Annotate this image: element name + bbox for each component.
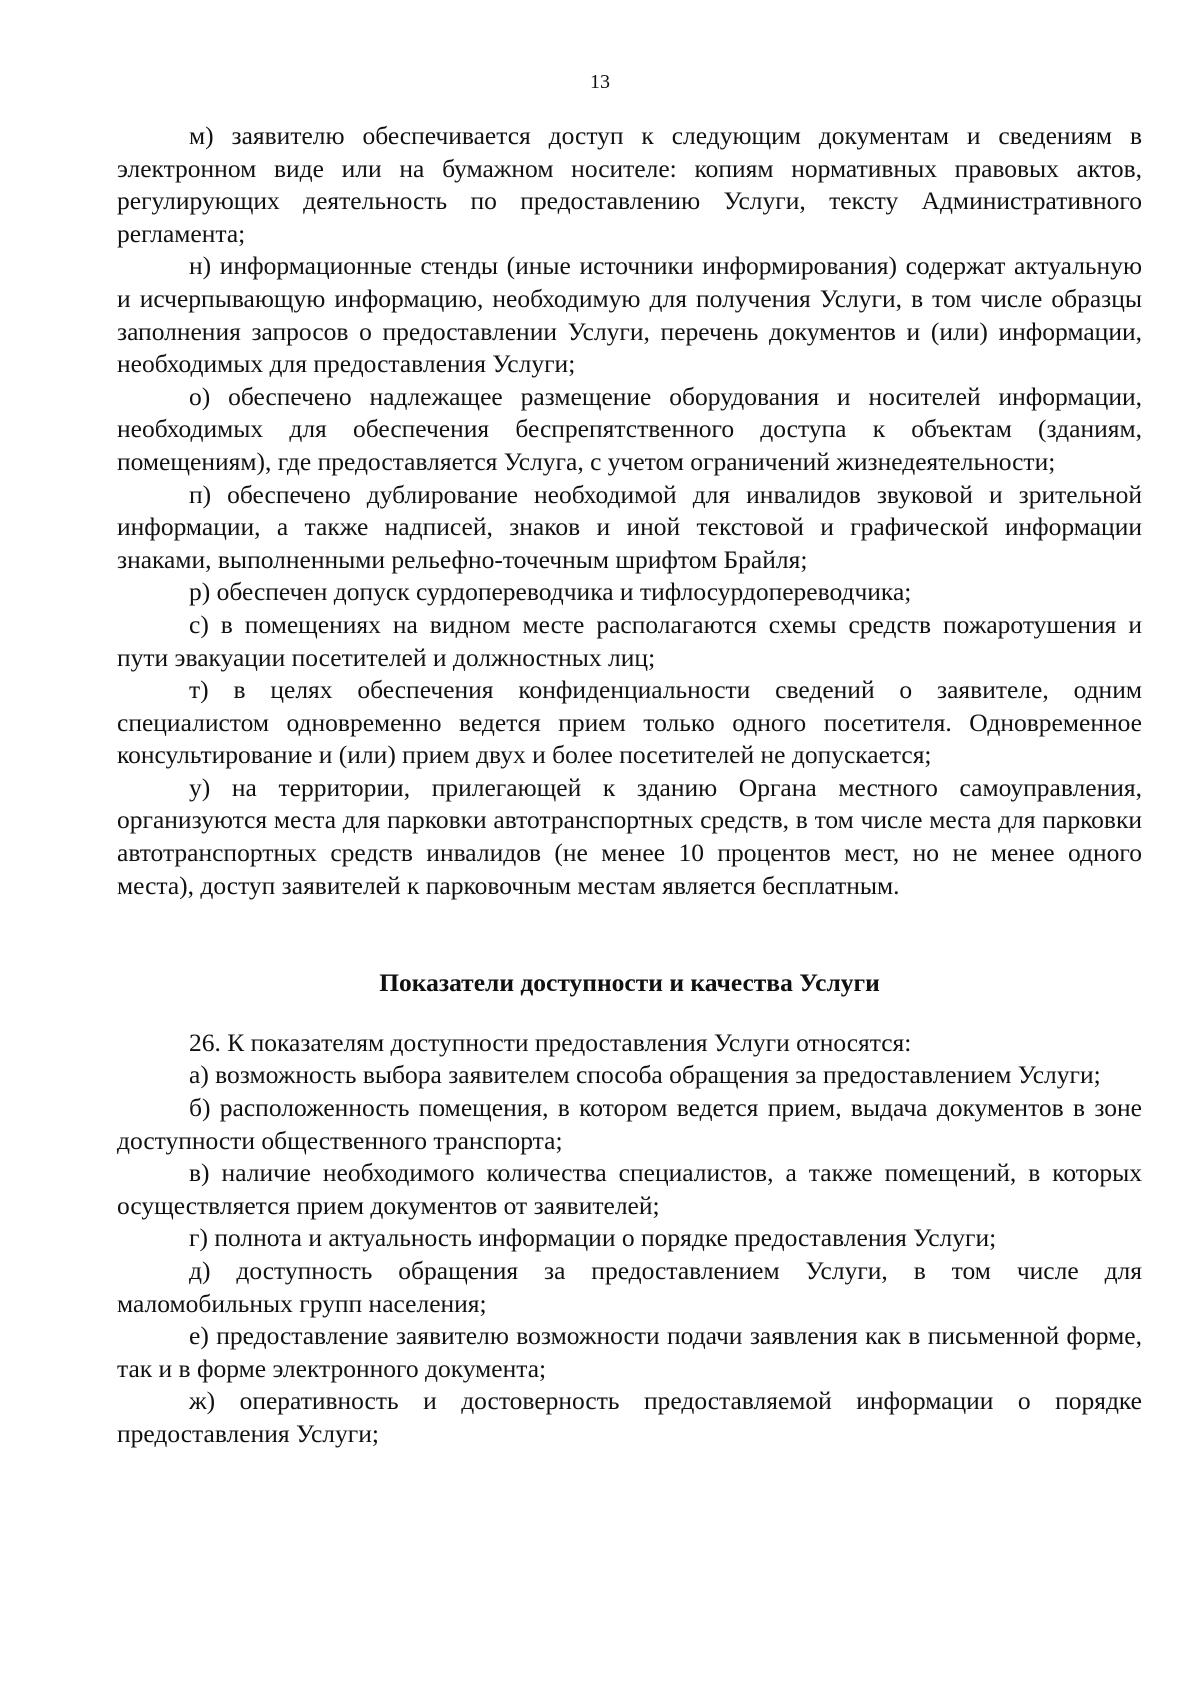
paragraph-r: р) обеспечен допуск сурдопереводчика и тифлосурдопереводчика;: [189, 577, 912, 607]
paragraph-a: а) возможность выбора заявителем способа обращения за предоставлением Услуги;: [189, 1060, 1101, 1090]
paragraph-u: у) на территории, прилегающей к зданию Органа местного самоуправления, организуются места для парковки автотранспортных средств, в том числе места для парковки автотранспортных средств инвалидов (не менее 10 процентов мест, но не менее одного места), доступ заявителей к парковочным местам является бесплатным.: [117, 772, 1142, 900]
paragraph-v: в) наличие необходимого количества специалистов, а также помещений, в которых осуществляется прием документов от заявителей;: [117, 1158, 1142, 1220]
paragraph-d: д) доступность обращения за предоставлением Услуги, в том числе для маломобильных групп населения;: [117, 1256, 1142, 1318]
paragraph-s: с) в помещениях на видном месте располагаются схемы средств пожаротушения и пути эвакуации посетителей и должностных лиц;: [117, 609, 1142, 672]
page-number: 13: [590, 71, 610, 93]
document-body: [117, 120, 1142, 1451]
paragraph-n: н) информационные стенды (иные источники информирования) содержат актуальную и исчерпывающую информацию, необходимую для получения Услуги, в том числе образцы заполнения запросов о предоставлении Услуги, перечень документов и (или) информации, необходимых для предоставления Услуги;: [117, 251, 1142, 379]
paragraph-t: т) в целях обеспечения конфиденциальности сведений о заявителе, одним специалистом одновременно ведется прием только одного посетителя. Одновременное консультирование и (или) прием двух и более посетителей не допускается;: [117, 675, 1142, 770]
paragraph-o: о) обеспечено надлежащее размещение оборудования и носителей информации, необходимых для обеспечения беспрепятственного доступа к объектам (зданиям, помещениям), где предоставляется Услуга, с учетом ограничений жизнедеятельности;: [117, 381, 1142, 476]
section-heading: Показатели доступности и качества Услуги: [379, 968, 880, 998]
paragraph-p: п) обеспечено дублирование необходимой для инвалидов звуковой и зрительной информации, а также надписей, знаков и иной текстовой и графической информации знаками, выполненными рельефно-точечным шрифтом Брайля;: [117, 479, 1142, 574]
paragraph-zh: ж) оперативность и достоверность предоставляемой информации о порядке предоставления Услуги;: [117, 1386, 1142, 1448]
paragraph-b: б) расположенность помещения, в котором ведется прием, выдача документов в зоне доступности общественного транспорта;: [117, 1093, 1142, 1155]
paragraph-g: г) полнота и актуальность информации о порядке предоставления Услуги;: [189, 1223, 997, 1253]
paragraph-m: м) заявителю обеспечивается доступ к следующим документам и сведениям в электронном виде или на бумажном носителе: копиям нормативных правовых актов, регулирующих деятельность по предоставлению Услуги, тексту Административного регламента;: [117, 121, 1142, 248]
paragraph-26: 26. К показателям доступности предоставления Услуги относятся:: [189, 1027, 912, 1057]
paragraph-e: е) предоставление заявителю возможности подачи заявления как в письменной форме, так и в форме электронного документа;: [117, 1321, 1142, 1383]
